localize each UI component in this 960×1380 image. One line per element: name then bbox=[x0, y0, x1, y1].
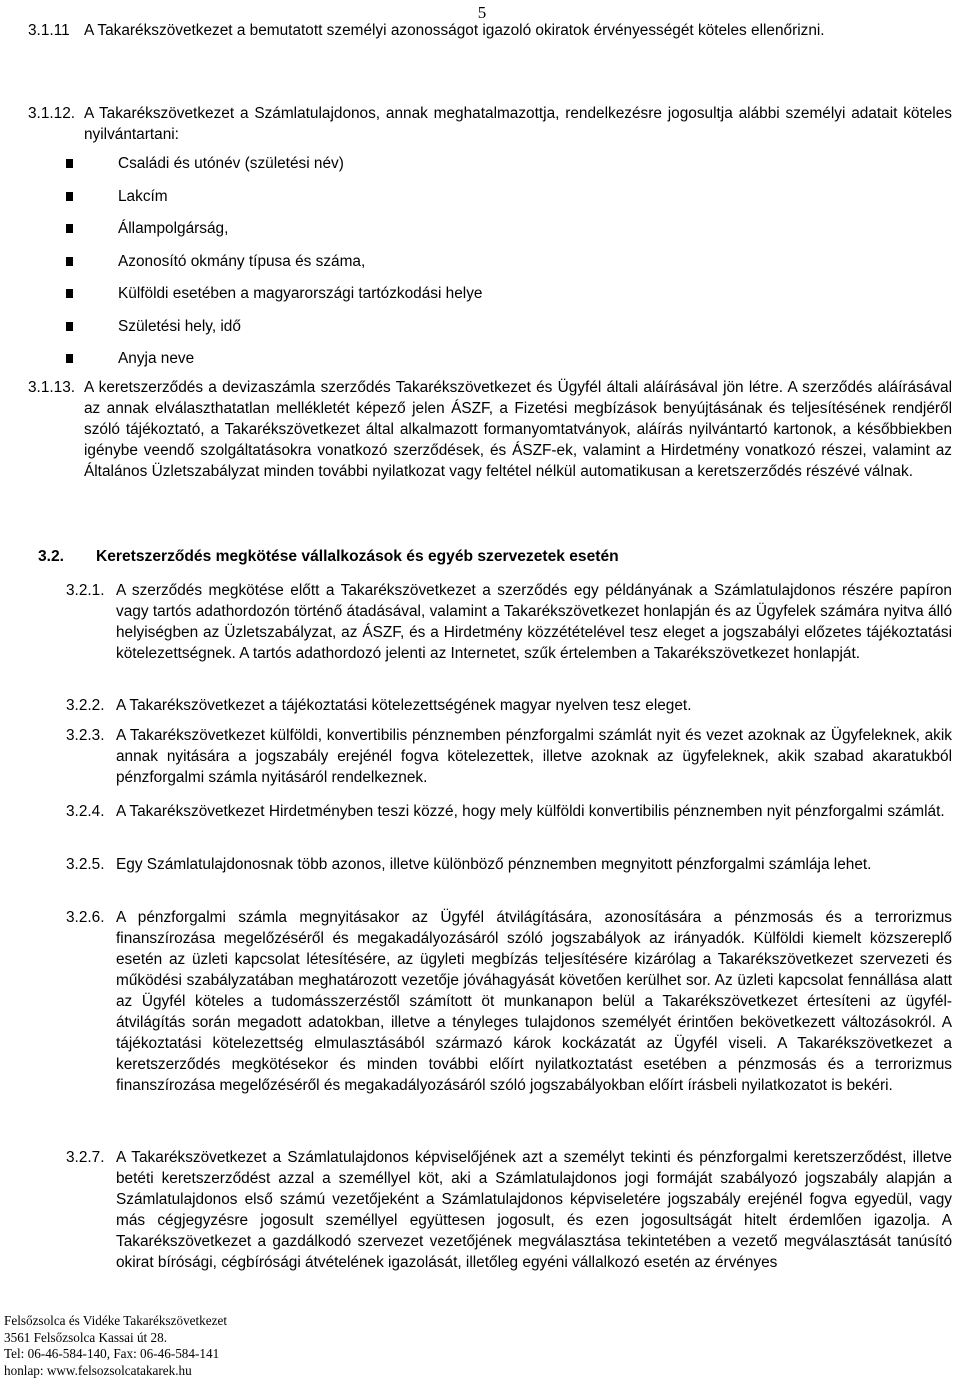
footer-company: Felsőzsolca és Vidéke Takarékszövetkezet bbox=[4, 1313, 227, 1328]
paragraph-text: A pénzforgalmi számla megnyitásakor az Ügyfél átvilágítására, azonosítására a pénzmosás és a terrorizmus finanszírozása megelőzéséről és megakadályozásáról szóló jogszabályok az irányadók. Külföldi kiemelt közszereplő esetén az üzleti kapcsolat létesítésére, az ügyleti megbízás teljesítésére kizárólag a Takarékszövetkezet szervezeti és működési szabályzatában meghatározott vezetője jóváhagyását követően kerülhet sor. Az üzleti kapcsolat fennállása alatt az Ügyfél köteles a tudomásszerzéstől számított öt munkanapon belül a Takarékszövetkezet értesíteni az ügyfél-átvilágítás során megadott adatokban, illetve a tényleges tulajdonos személyét érintően bekövetkezett változásokról. A tájékoztatási kötelezettség elmulasztásából származó károk kockázatát az Ügyfél viseli. A Takarékszövetkezet a keretszerződés megkötésekor és minden további előírt nyilatkoztatást esetében a pénzmosás és a terrorizmus finanszírozása megelőzéséről és megakadályozásáról szóló jogszabályokban előírt írásbeli nyilatkozatot is bekéri. bbox=[116, 909, 952, 1094]
paragraph-text: A Takarékszövetkezet Hirdetményben teszi közzé, hogy mely külföldi konvertibilis pénznemben nyit pénzforgalmi számlát. bbox=[116, 803, 945, 820]
list-item-text: Lakcím bbox=[118, 187, 168, 205]
paragraph-text: A szerződés megkötése előtt a Takarékszövetkezet a szerződés egy példányának a Számlatulajdonos részére papíron vagy tartós adathordozón történő átadásával, valamint a Takarékszövetkezet honlapján és az Ügyfelek számára nyitva álló helyiségben az Üzletszabályzat, az ÁSZF, és a Hirdetmény közzétételével tesz eleget a jogszabályi előzetes tájékoztatási kötelezettségnek. A tartós adathordozó jelenti az Internetet, szűk értelemben a Takarékszövetkezet honlapját. bbox=[116, 582, 952, 662]
paragraph-number: 3.1.11 bbox=[28, 22, 70, 39]
list-item-text: Születési hely, idő bbox=[118, 317, 241, 335]
paragraph-number: 3.2.6. bbox=[66, 909, 105, 926]
page-footer bbox=[4, 1313, 227, 1379]
section-heading bbox=[38, 546, 619, 567]
list-item bbox=[66, 186, 482, 219]
bullet-icon bbox=[66, 257, 73, 266]
list-item-text: Családi és utónév (születési név) bbox=[118, 155, 344, 172]
list-item-text: Anyja neve bbox=[118, 350, 195, 367]
personal-data-list bbox=[66, 153, 482, 381]
paragraph-number: 3.2.5. bbox=[66, 856, 105, 873]
paragraph-3-2-7 bbox=[66, 1147, 952, 1273]
list-item bbox=[66, 251, 482, 284]
paragraph-text: Egy Számlatulajdonosnak több azonos, illetve különböző pénznemben megnyitott pénzforgalmi számlája lehet. bbox=[116, 856, 872, 873]
paragraph-3-1-13 bbox=[28, 377, 952, 482]
paragraph-3-2-3 bbox=[66, 725, 952, 788]
paragraph-text: A Takarékszövetkezet külföldi, konvertibilis pénznemben pénzforgalmi számlát nyit és vezet azoknak az Ügyfeleknek, akik annak nyitására a jogszabály erejénél fogva kötelezettek, illetve azoknak az ügyfeleknek, akik szabad akaratukból pénzforgalmi számla nyitásáról rendelkeznek. bbox=[116, 727, 952, 786]
paragraph-3-1-12 bbox=[28, 103, 952, 145]
paragraph-number: 3.2.7. bbox=[66, 1149, 105, 1166]
paragraph-text: A keretszerződés a devizaszámla szerződés Takarékszövetkezet és Ügyfél általi aláírásával jön létre. A szerződés aláírásával az annak elválaszthatatlan mellékletét képező jelen ÁSZF, a Fizetési megbízások benyújtásának és teljesítésének rendjéről szóló tájékoztató, a Takarékszövetkezet által alkalmazott formanyomtatványok, aláírás nyilvántartó kartonok, a későbbiekben igénybe veendő szolgáltatásokra vonatkozó szerződések, és ÁSZF-ek, valamint a Hirdetmény vonatkozó részei, valamint az Általános Üzletszabályzat minden további nyilatkozat vagy feltétel nélkül automatikusan a keretszerződés részévé válnak. bbox=[84, 379, 952, 480]
list-item-text: Külföldi esetében a magyarországi tartózkodási helye bbox=[118, 285, 483, 302]
list-item bbox=[66, 283, 482, 316]
list-item bbox=[66, 316, 482, 349]
bullet-icon bbox=[66, 224, 73, 233]
paragraph-3-2-5 bbox=[66, 854, 952, 875]
paragraph-text: A Takarékszövetkezet a Számlatulajdonos, annak meghatalmazottja, rendelkezésre jogosultja alábbi személyi adatait köteles nyilvántartani: bbox=[84, 105, 952, 143]
paragraph-text: A Takarékszövetkezet a tájékoztatási kötelezettségének magyar nyelven tesz eleget. bbox=[116, 697, 692, 714]
paragraph-number: 3.2.3. bbox=[66, 727, 105, 744]
bullet-icon bbox=[66, 322, 73, 331]
list-item-text: Azonosító okmány típusa és száma, bbox=[118, 252, 366, 270]
list-item bbox=[66, 153, 482, 186]
footer-website: honlap: www.felsozsolcatakarek.hu bbox=[4, 1362, 192, 1378]
footer-address: 3561 Felsőzsolca Kassai út 28. bbox=[4, 1329, 167, 1345]
footer-phone: Tel: 06-46-584-140, Fax: 06-46-584-141 bbox=[4, 1346, 220, 1362]
paragraph-number: 3.2.2. bbox=[66, 697, 105, 714]
bullet-icon bbox=[66, 354, 73, 363]
list-item-text: Állampolgárság, bbox=[118, 220, 229, 237]
section-title: Keretszerződés megkötése vállalkozások és egyéb szervezetek esetén bbox=[96, 548, 619, 565]
paragraph-number: 3.1.12. bbox=[28, 105, 76, 122]
bullet-icon bbox=[66, 159, 73, 168]
paragraph-text: A Takarékszövetkezet a Számlatulajdonos képviselőjének azt a személyt tekinti és pénzforgalmi keretszerződést, illetve betéti keretszerződést azzal a személlyel köt, aki a Számlatulajdonos jogi formáját szabályozó jogszabály alapján a Számlatulajdonos első számú vezetőjeként a Számlatulajdonos képviseletére jogszabály erejénél fogva egyedül, vagy más cégjegyzésre jogosult személlyel együttesen jogosult, és ezen jogosultságát hitelt érdemlően igazolja. A Takarékszövetkezet a gazdálkodó szervezet vezetőjének megválasztása tekintetében a vezető megválasztását tanúsító okirat bírósági, cégbírósági átvételének igazolását, illetőleg egyéni vállalkozó esetén az érvényes bbox=[116, 1149, 952, 1271]
paragraph-number: 3.2.1. bbox=[66, 582, 105, 599]
paragraph-3-2-4 bbox=[66, 801, 952, 822]
bullet-icon bbox=[66, 289, 73, 298]
paragraph-3-2-2 bbox=[66, 695, 952, 716]
paragraph-3-1-11 bbox=[28, 20, 952, 41]
paragraph-3-2-6 bbox=[66, 907, 952, 1096]
list-item bbox=[66, 218, 482, 251]
paragraph-number: 3.1.13. bbox=[28, 379, 76, 396]
paragraph-text: A Takarékszövetkezet a bemutatott személyi azonosságot igazoló okiratok érvényességét köteles ellenőrizni. bbox=[84, 22, 825, 39]
section-number: 3.2. bbox=[38, 548, 65, 565]
paragraph-number: 3.2.4. bbox=[66, 803, 105, 820]
page-number: 5 bbox=[477, 3, 487, 22]
paragraph-3-2-1 bbox=[66, 580, 952, 664]
list-item bbox=[66, 348, 482, 381]
bullet-icon bbox=[66, 192, 73, 201]
